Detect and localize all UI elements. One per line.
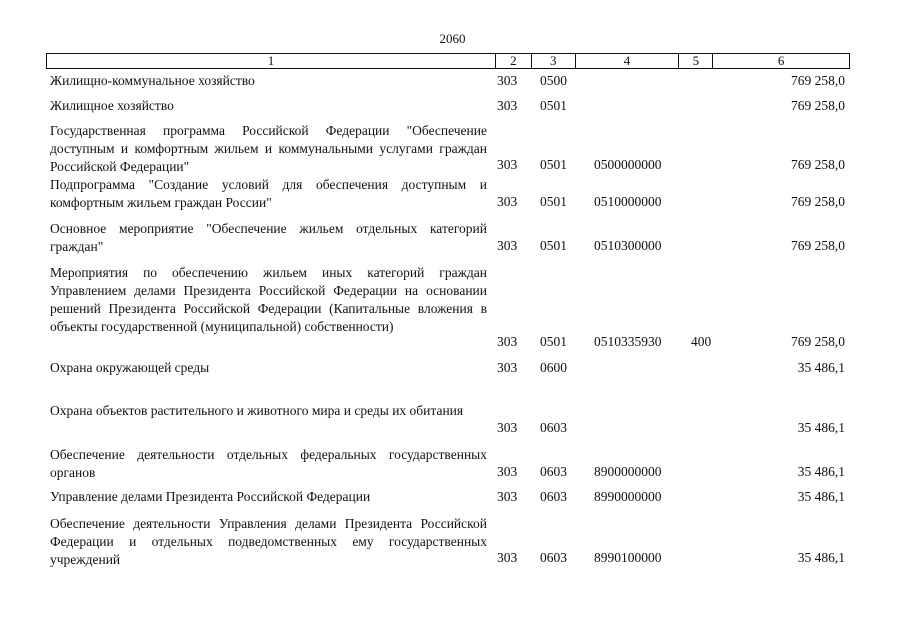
row-col-2: 303 — [497, 420, 518, 435]
row-col-3: 0501 — [540, 194, 567, 209]
row-col-3: 0600 — [540, 360, 567, 375]
row-col-6: 769 258,0 — [791, 157, 845, 172]
row-col-6: 769 258,0 — [791, 334, 845, 349]
row-col-4: 0500000000 — [594, 157, 662, 172]
row-name: Жилищное хозяйство — [50, 98, 174, 113]
row-name: Мероприятия по обеспечению жильем иных категорий граждан Управлением делами Президента Российской Федерации на основании решений Президента Российской Федерации (Капитальные вложения в объекты государственной (муниципальной) собственности) — [50, 265, 487, 334]
page-number: 2060 — [439, 31, 466, 46]
row-col-6: 35 486,1 — [797, 420, 845, 435]
row-col-4: 0510335930 — [594, 334, 662, 349]
row-col-3: 0603 — [540, 489, 567, 504]
row-col-4: 8990100000 — [594, 550, 662, 565]
row-col-2: 303 — [497, 98, 518, 113]
row-col-2: 303 — [497, 550, 518, 565]
row-name: Основное мероприятие "Обеспечение жильем отдельных категорий граждан" — [50, 221, 487, 254]
row-col-4: 8900000000 — [594, 464, 662, 479]
row-col-2: 303 — [497, 464, 518, 479]
row-name: Жилищно-коммунальное хозяйство — [50, 73, 255, 88]
row-col-6: 35 486,1 — [797, 550, 845, 565]
row-col-5: 400 — [691, 334, 712, 349]
row-col-3: 0603 — [540, 550, 567, 565]
row-col-6: 35 486,1 — [797, 360, 845, 375]
row-col-3: 0501 — [540, 238, 567, 253]
row-col-3: 0501 — [540, 157, 567, 172]
row-name: Подпрограмма "Создание условий для обеспечения доступным и комфортным жильем граждан России" — [50, 177, 487, 210]
row-col-2: 303 — [497, 334, 518, 349]
row-col-2: 303 — [497, 360, 518, 375]
row-col-3: 0501 — [540, 334, 567, 349]
row-name: Охрана окружающей среды — [50, 360, 210, 375]
row-name: Охрана объектов растительного и животного мира и среды их обитания — [50, 403, 464, 418]
column-header-1: 1 — [47, 54, 496, 68]
row-col-2: 303 — [497, 489, 518, 504]
row-col-3: 0500 — [540, 73, 567, 88]
column-header-4: 4 — [576, 54, 680, 68]
row-col-6: 769 258,0 — [791, 73, 845, 88]
row-col-6: 769 258,0 — [791, 98, 845, 113]
row-col-2: 303 — [497, 157, 518, 172]
row-col-6: 35 486,1 — [797, 489, 845, 504]
column-header-3: 3 — [532, 54, 576, 68]
column-header-5: 5 — [679, 54, 713, 68]
row-name: Государственная программа Российской Федерации "Обеспечение доступным и комфортным жильем и коммунальными услугами граждан Российской Федерации" — [50, 123, 487, 174]
row-name: Обеспечение деятельности Управления делами Президента Российской Федерации и отдельных подведомственных ему государственных учреждений — [50, 516, 487, 567]
row-col-2: 303 — [497, 238, 518, 253]
row-col-6: 769 258,0 — [791, 194, 845, 209]
column-header-2: 2 — [496, 54, 532, 68]
column-header-6: 6 — [777, 53, 785, 68]
row-col-6: 769 258,0 — [791, 238, 845, 253]
row-col-6: 35 486,1 — [797, 464, 845, 479]
row-name: Управление делами Президента Российской Федерации — [50, 489, 371, 504]
row-col-3: 0603 — [540, 420, 567, 435]
row-col-2: 303 — [497, 73, 518, 88]
row-col-3: 0501 — [540, 98, 567, 113]
row-col-4: 0510300000 — [594, 238, 662, 253]
row-name: Обеспечение деятельности отдельных федеральных государственных органов — [50, 447, 487, 480]
row-col-4: 0510000000 — [594, 194, 662, 209]
row-col-2: 303 — [497, 194, 518, 209]
row-col-3: 0603 — [540, 464, 567, 479]
row-col-4: 8990000000 — [594, 489, 662, 504]
